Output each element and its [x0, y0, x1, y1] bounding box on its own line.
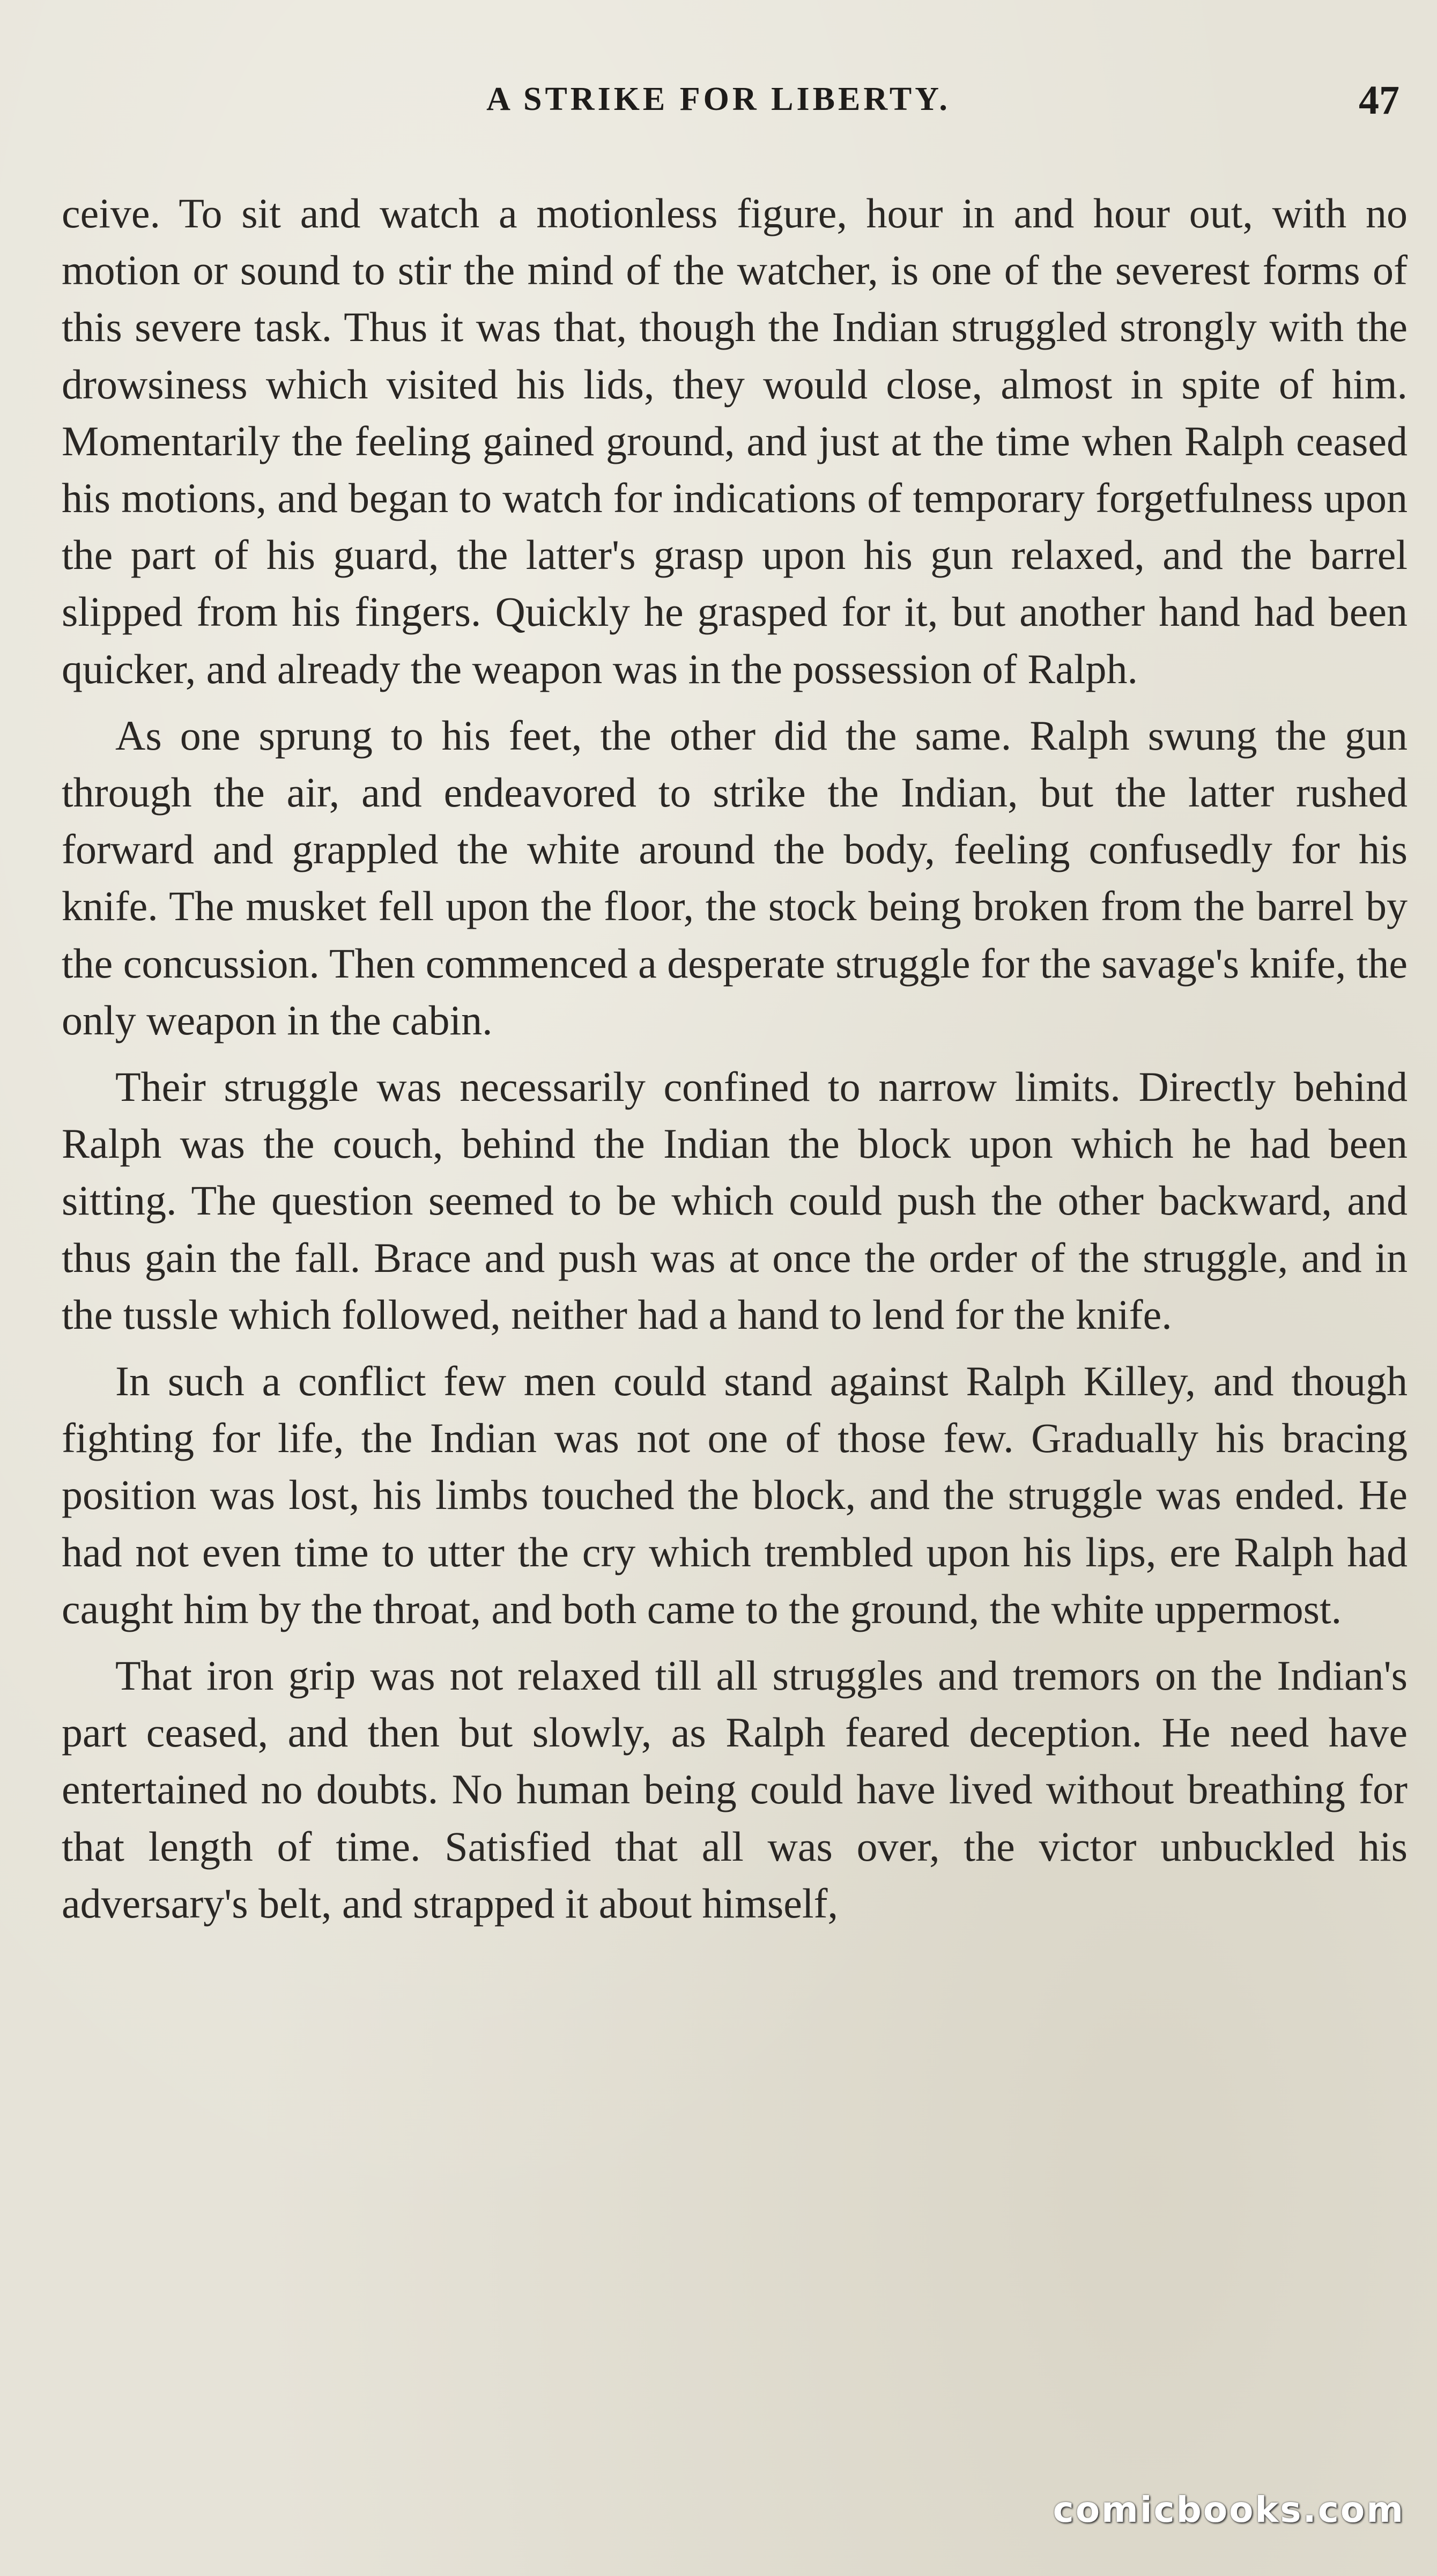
paragraph: ceive. To sit and watch a motionless figure, hour in and hour out, with no motion or sound to stir the mind of the watcher, is one of the severest forms of this severe task. Thus it was that, though the Indian struggled strongly with the drowsiness which visited his lids, they would close, almost in spite of him. Momentarily the feeling gained ground, and just at the time when Ralph ceased his motions, and began to watch for indications of temporary forgetfulness upon the part of his guard, the latter's grasp upon his gun relaxed, and the barrel slipped from his fingers. Quickly he grasped for it, but another hand had been quicker, and already the weapon was in the possession of Ralph.	[62, 190, 1408, 692]
running-head	[0, 80, 1437, 134]
paragraph: As one sprung to his feet, the other did the same. Ralph swung the gun through the air, and endeavored to strike the Indian, but the latter rushed forward and grappled the white around the body, feeling confusedly for his knife. The musket fell upon the floor, the stock being broken from the barrel by the concussion. Then commenced a desperate struggle for the savage's knife, the only weapon in the cabin.	[62, 712, 1408, 1043]
watermark: comicbooks.com	[1053, 2489, 1405, 2530]
body-text	[62, 185, 1408, 1932]
page-number: 47	[1359, 78, 1399, 123]
paragraph: In such a conflict few men could stand against Ralph Killey, and though fighting for life, the Indian was not one of those few. Gradually his bracing position was lost, his limbs touched the block, and the struggle was ended. He had not even time to utter the cry which trembled upon his lips, ere Ralph had caught him by the throat, and both came to the ground, the white uppermost.	[62, 1358, 1408, 1632]
paragraph: Their struggle was necessarily confined to narrow limits. Directly behind Ralph was the couch, behind the Indian the block upon which he had been sitting. The question seemed to be which could push the other backward, and thus gain the fall. Brace and push was at once the order of the struggle, and in the tussle which followed, neither had a hand to lend for the knife.	[62, 1063, 1408, 1338]
paragraph: That iron grip was not relaxed till all struggles and tremors on the Indian's part ceased, and then but slowly, as Ralph feared deception. He need have entertained no doubts. No human being could have lived without breathing for that length of time. Satisfied that all was over, the victor unbuckled his adversary's belt, and strapped it about himself,	[62, 1652, 1408, 1927]
running-title: A STRIKE FOR LIBERTY.	[486, 81, 951, 117]
